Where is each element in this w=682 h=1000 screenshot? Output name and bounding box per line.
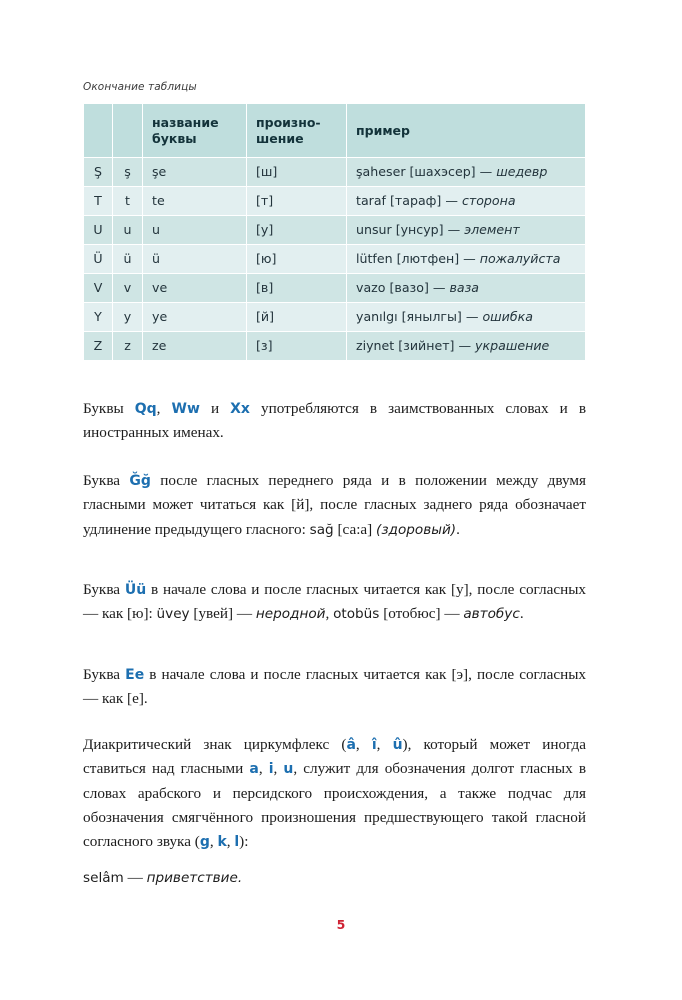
cell-lowercase: y (113, 303, 143, 332)
cell-lowercase: z (113, 332, 143, 361)
p6-text-a: — (123, 869, 147, 887)
cell-pronunciation: [й] (247, 303, 347, 332)
example-latin: vazo [вазо] — (356, 280, 450, 296)
p2-translation: (здоровый) (376, 521, 457, 538)
p3-latin-uvey: üvey (156, 606, 190, 623)
example-translation: ошибка (482, 309, 533, 325)
example-latin: unsur [унсур] — (356, 222, 465, 238)
cell-example (347, 245, 586, 274)
cell-example (347, 303, 586, 332)
p3-latin-otobus: otobüs (333, 606, 380, 623)
cell-lowercase: ü (113, 245, 143, 274)
p4-text-a: Буква (83, 666, 126, 684)
cell-lowercase: ş (113, 158, 143, 187)
highlight-letter-i-circumflex: î (371, 737, 377, 754)
header-letter-name (143, 104, 247, 158)
cell-letter-name: ü (143, 245, 247, 274)
cell-pronunciation: [т] (247, 187, 347, 216)
cell-letter-name: te (143, 187, 247, 216)
p5-text-j: ): (239, 833, 249, 850)
highlight-letter-i: i (268, 761, 274, 778)
example-latin: lütfen [лютфен] — (356, 251, 480, 267)
p3-text-a: Буква (83, 581, 125, 599)
cell-capital: T (84, 187, 113, 216)
turkish-alphabet-table (83, 103, 586, 361)
p5-text-e: , (258, 760, 269, 778)
paragraph-gg (83, 469, 586, 542)
cell-example (347, 158, 586, 187)
highlight-letter-xx: Xx (230, 401, 250, 418)
p2-text-d: . (456, 520, 460, 538)
p5-text-h: , (209, 833, 218, 850)
highlight-letter-u: u (283, 761, 294, 778)
p3-text-f: . (519, 605, 524, 623)
cell-pronunciation: [ю] (247, 245, 347, 274)
p5-text-f: , (273, 760, 284, 778)
cell-example (347, 216, 586, 245)
cell-letter-name: u (143, 216, 247, 245)
highlight-letter-uu: Üü (124, 582, 147, 599)
p1-text-d: употребляются в заимствованных словах и в иностранных именах. (83, 400, 586, 442)
header-example: пример (347, 104, 586, 158)
example-latin: ziynet [зийнет] — (356, 338, 476, 354)
header-pronunciation (247, 104, 347, 158)
cell-example (347, 274, 586, 303)
example-translation: элемент (464, 222, 520, 238)
table-row (84, 158, 586, 187)
cell-example (347, 332, 586, 361)
paragraph-qwx (83, 397, 586, 445)
cell-lowercase: t (113, 187, 143, 216)
cell-capital: U (84, 216, 113, 245)
paragraph-circumflex (83, 733, 586, 854)
example-latin: taraf [тараф] — (356, 193, 462, 209)
table-body (84, 158, 586, 361)
example-latin: yanılgı [янылгы] — (356, 309, 483, 325)
table-row (84, 303, 586, 332)
cell-pronunciation: [ш] (247, 158, 347, 187)
cell-capital: Z (84, 332, 113, 361)
cell-pronunciation: [у] (247, 216, 347, 245)
paragraph-ee (83, 663, 586, 711)
table-header-row (84, 104, 586, 158)
highlight-letter-k: k (217, 834, 227, 850)
p2-latin-sag: sağ (309, 521, 334, 538)
p5-text-g: , служит для обозначения долгот гласных в словах арабского и персидского происхождения, а также подчас для обозначения смягчённого произношения предшествующего такой гласной согласного звука ( (83, 760, 586, 850)
highlight-letter-a-circumflex: â (346, 737, 356, 754)
highlight-letter-g: g (199, 834, 210, 850)
header-letter-name-line1: название (152, 115, 219, 131)
p1-text-b: , (156, 400, 172, 418)
highlight-letter-a: a (249, 761, 259, 778)
example-translation: ваза (449, 280, 480, 296)
p2-text-b: после гласных переднего ряда и в положении между двумя гласными может читаться как [й], после гласных заднего ряда обозначает удлинение предыдущего гласного: (83, 472, 587, 538)
table-row (84, 274, 586, 303)
highlight-letter-ww: Ww (171, 401, 200, 418)
cell-capital: V (84, 274, 113, 303)
header-lowercase (113, 104, 143, 158)
p5-text-i: , (226, 833, 235, 850)
p6-translation: приветствие. (146, 870, 243, 887)
table-row (84, 216, 586, 245)
highlight-letter-ee: Ee (125, 667, 145, 684)
cell-capital: Ş (84, 158, 113, 187)
highlight-letter-qq: Qq (134, 401, 157, 418)
p1-text-a: Буквы (83, 400, 135, 418)
highlight-letter-u-circumflex: û (392, 737, 403, 754)
p5-text-b: , (355, 736, 372, 754)
paragraph-selam-example (83, 866, 586, 890)
cell-lowercase: v (113, 274, 143, 303)
example-translation: шедевр (496, 164, 548, 180)
table-caption: Окончание таблицы (83, 81, 197, 93)
cell-pronunciation: [в] (247, 274, 347, 303)
example-translation: сторона (461, 193, 516, 209)
header-letter-name-line2: буквы (152, 130, 197, 146)
page-number: 5 (336, 917, 346, 932)
p3-text-c: [увей] — (189, 605, 256, 623)
example-translation: украшение (475, 338, 550, 354)
cell-lowercase: u (113, 216, 143, 245)
paragraph-uu (83, 578, 586, 626)
header-pronunciation-line2: шение (256, 130, 304, 146)
header-pronunciation-line1: произно- (256, 115, 321, 131)
p5-text-c: , (376, 736, 393, 754)
p5-text-d: ), который может иногда ставиться над гласными (83, 736, 586, 778)
table-header (84, 104, 586, 158)
p3-translation-1: неродной (255, 606, 326, 623)
header-capital (84, 104, 113, 158)
p2-text-c: [са:а] (333, 520, 377, 538)
table-row (84, 245, 586, 274)
cell-example (347, 187, 586, 216)
table-row (84, 187, 586, 216)
p6-latin-selam: selâm (83, 870, 124, 887)
example-translation: пожалуйста (479, 251, 561, 267)
cell-capital: Ü (84, 245, 113, 274)
p3-text-b: в начале слова и после гласных читается как [у], после согласных — как [ю]: (83, 581, 586, 623)
table-row (84, 332, 586, 361)
p4-text-b: в начале слова и после гласных читается как [э], после согласных — как [е]. (83, 666, 586, 708)
cell-letter-name: ze (143, 332, 247, 361)
p1-text-c: и (199, 400, 231, 418)
p5-text-a: Диакритический знак циркумфлекс ( (83, 736, 347, 754)
cell-capital: Y (84, 303, 113, 332)
p3-text-d: , (325, 605, 334, 623)
p3-translation-2: автобус (463, 606, 520, 623)
cell-pronunciation: [з] (247, 332, 347, 361)
cell-letter-name: şe (143, 158, 247, 187)
p3-text-e: [отобюс] — (379, 605, 464, 623)
p2-text-a: Буква (83, 472, 130, 490)
cell-letter-name: ye (143, 303, 247, 332)
highlight-letter-l: l (234, 834, 240, 850)
highlight-letter-gg: Ğğ (129, 473, 151, 490)
example-latin: şaheser [шахэсер] — (356, 164, 497, 180)
cell-letter-name: ve (143, 274, 247, 303)
